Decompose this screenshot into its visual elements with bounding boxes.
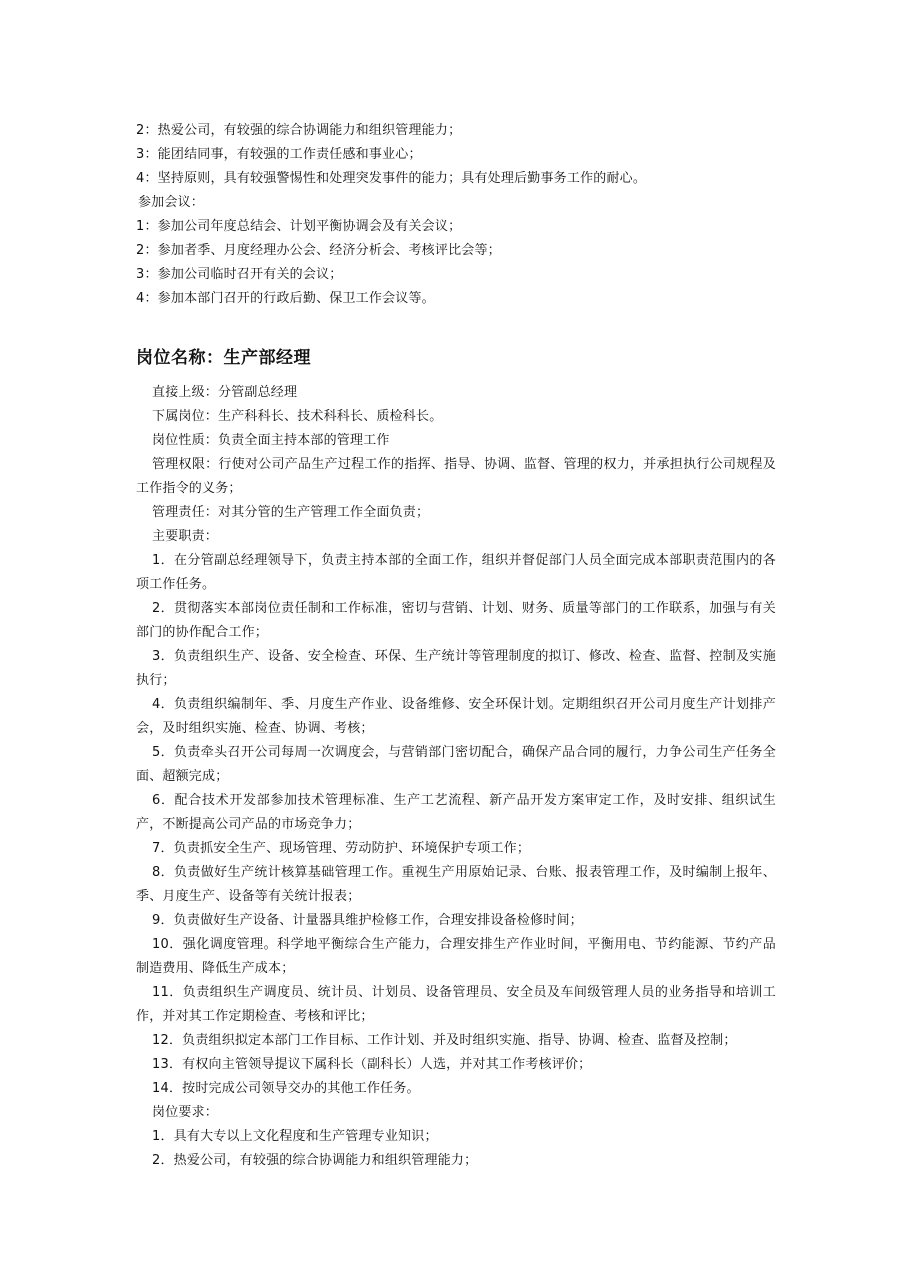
duty-item: 8．负责做好生产统计核算基础管理工作。重视生产用原始记录、台账、报表管理工作，及时编制上报年、季、月度生产、设备等有关统计报表； bbox=[136, 865, 776, 904]
duty-item: 2．贯彻落实本部岗位责任制和工作标准，密切与营销、计划、财务、质量等部门的工作联系，加强与有关部门的协作配合工作； bbox=[136, 601, 776, 640]
meeting-line: 4：参加本部门召开的行政后勤、保卫工作会议等。 bbox=[136, 291, 435, 306]
duty-item: 12．负责组织拟定本部门工作目标、工作计划、并及时组织实施、指导、协调、检查、监督及控制； bbox=[152, 1033, 737, 1048]
duties-title: 主要职责： bbox=[152, 529, 219, 544]
duty-item: 10．强化调度管理。科学地平衡综合生产能力，合理安排生产作业时间，平衡用电、节约能源、节约产品制造费用、降低生产成本； bbox=[136, 937, 776, 976]
duty-item: 4．负责组织编制年、季、月度生产作业、设备维修、安全环保计划。定期组织召开公司月度生产计划排产会，及时组织实施、检查、协调、考核； bbox=[136, 697, 776, 736]
requirements-title: 岗位要求： bbox=[152, 1105, 219, 1120]
superior-line: 直接上级：分管副总经理 bbox=[152, 385, 298, 400]
duty-item: 3．负责组织生产、设备、安全检查、环保、生产统计等管理制度的拟订、修改、检查、监督、控制及实施执行； bbox=[136, 649, 776, 688]
duty-item: 6．配合技术开发部参加技术管理标准、生产工艺流程、新产品开发方案审定工作，及时安排、组织试生产，不断提高公司产品的市场竞争力； bbox=[136, 793, 776, 832]
duty-item: 9．负责做好生产设备、计量器具维护检修工作，合理安排设备检修时间； bbox=[152, 913, 583, 928]
duty-item: 1．在分管副总经理领导下，负责主持本部的全面工作，组织并督促部门人员全面完成本部职责范围内的各项工作任务。 bbox=[136, 553, 776, 592]
subordinates-line: 下属岗位：生产科科长、技术科科长、质检科长。 bbox=[152, 409, 443, 424]
nature-line: 岗位性质：负责全面主持本部的管理工作 bbox=[152, 433, 390, 448]
requirement-line: 2：热爱公司，有较强的综合协调能力和组织管理能力； bbox=[136, 123, 462, 138]
requirement-item: 1．具有大专以上文化程度和生产管理专业知识； bbox=[152, 1129, 438, 1144]
requirement-line: 4：坚持原则，具有较强警惕性和处理突发事件的能力；具有处理后勤事务工作的耐心。 bbox=[136, 171, 647, 186]
duty-item: 5．负责牵头召开公司每周一次调度会，与营销部门密切配合，确保产品合同的履行，力争公司生产任务全面、超额完成； bbox=[136, 745, 776, 784]
duty-item: 11．负责组织生产调度员、统计员、计划员、设备管理员、安全员及车间级管理人员的业务指导和培训工作，并对其工作定期检查、考核和评比； bbox=[136, 985, 776, 1024]
meeting-line: 3：参加公司临时召开有关的会议； bbox=[136, 267, 343, 282]
requirement-line: 3：能团结同事，有较强的工作责任感和事业心； bbox=[136, 147, 422, 162]
authority-paragraph: 管理权限：行使对公司产品生产过程工作的指挥、指导、协调、监督、管理的权力，并承担执行公司规程及工作指令的义务； bbox=[136, 457, 776, 496]
duty-item: 7．负责抓安全生产、现场管理、劳动防护、环境保护专项工作； bbox=[152, 841, 531, 856]
duty-item: 13．有权向主管领导提议下属科长（副科长）人选，并对其工作考核评价； bbox=[152, 1057, 592, 1072]
position-heading: 岗位名称：生产部经理 bbox=[136, 348, 311, 368]
responsibility-line: 管理责任：对其分管的生产管理工作全面负责； bbox=[152, 505, 430, 520]
meetings-title: 参加会议： bbox=[138, 195, 205, 210]
meeting-line: 1：参加公司年度总结会、计划平衡协调会及有关会议； bbox=[136, 219, 462, 234]
duty-item: 14．按时完成公司领导交办的其他工作任务。 bbox=[152, 1081, 420, 1096]
meeting-line: 2：参加者季、月度经理办公会、经济分析会、考核评比会等； bbox=[136, 243, 501, 258]
requirement-item: 2．热爱公司，有较强的综合协调能力和组织管理能力； bbox=[152, 1153, 478, 1168]
